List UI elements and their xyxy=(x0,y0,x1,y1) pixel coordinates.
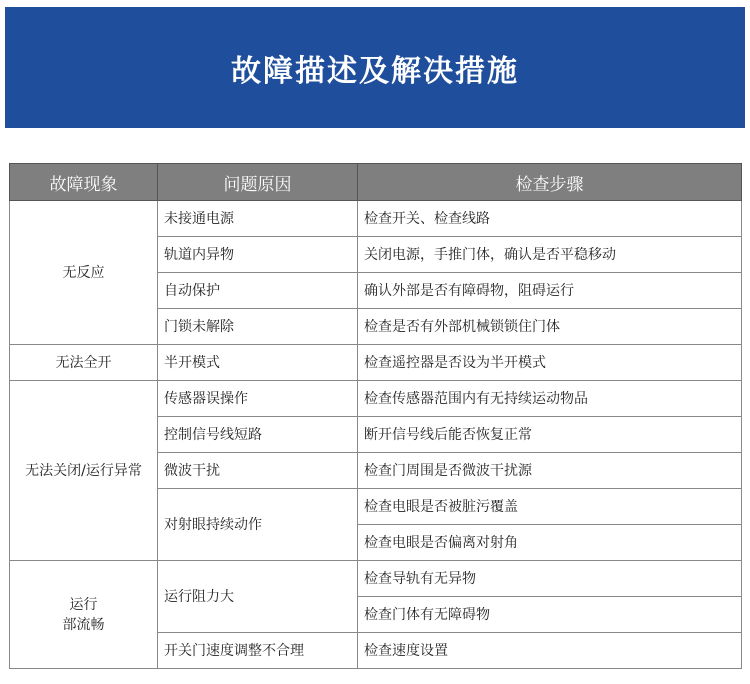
table-row xyxy=(10,201,742,237)
step-cell: 确认外部是否有障碍物，阻碍运行 xyxy=(358,273,742,309)
symptom-cell xyxy=(10,201,158,345)
cause-cell: 微波干扰 xyxy=(158,453,358,489)
page-title: 故障描述及解决措施 xyxy=(231,53,519,89)
cause-cell: 门锁未解除 xyxy=(158,309,358,345)
step-cell: 检查门体有无障碍物 xyxy=(358,597,742,633)
step-cell: 关闭电源，手推门体，确认是否平稳移动 xyxy=(358,237,742,273)
table-row xyxy=(10,381,742,417)
symptom-text: 部流畅 xyxy=(62,616,105,633)
symptom-text: 运行 xyxy=(69,596,98,613)
table-row xyxy=(10,345,742,381)
cause-cell: 运行阻力大 xyxy=(158,561,358,633)
step-cell: 断开信号线后能否恢复正常 xyxy=(358,417,742,453)
cause-cell: 控制信号线短路 xyxy=(158,417,358,453)
cause-cell: 传感器误操作 xyxy=(158,381,358,417)
step-cell: 检查开关、检查线路 xyxy=(358,201,742,237)
symptom-cell xyxy=(10,345,158,381)
symptom-cell xyxy=(10,381,158,561)
step-cell: 检查传感器范围内有无持续运动物品 xyxy=(358,381,742,417)
step-cell: 检查电眼是否被脏污覆盖 xyxy=(358,489,742,525)
symptom-text: 无法全开 xyxy=(55,354,112,371)
step-cell: 检查是否有外部机械锁锁住门体 xyxy=(358,309,742,345)
header-symptom: 故障现象 xyxy=(10,164,158,201)
step-cell: 检查速度设置 xyxy=(358,633,742,669)
cause-cell: 未接通电源 xyxy=(158,201,358,237)
cause-cell: 对射眼持续动作 xyxy=(158,489,358,561)
cause-cell: 轨道内异物 xyxy=(158,237,358,273)
step-cell: 检查遥控器是否设为半开模式 xyxy=(358,345,742,381)
symptom-text: 无反应 xyxy=(62,264,105,281)
cause-cell: 半开模式 xyxy=(158,345,358,381)
symptom-text: 无法关闭/运行异常 xyxy=(25,462,142,479)
step-cell: 检查导轨有无异物 xyxy=(358,561,742,597)
table-body xyxy=(10,201,742,669)
step-cell: 检查电眼是否偏离对射角 xyxy=(358,525,742,561)
cause-cell: 自动保护 xyxy=(158,273,358,309)
cause-cell: 开关门速度调整不合理 xyxy=(158,633,358,669)
step-cell: 检查门周围是否微波干扰源 xyxy=(358,453,742,489)
title-banner xyxy=(5,7,745,128)
header-cause: 问题原因 xyxy=(158,164,358,201)
header-steps: 检查步骤 xyxy=(358,164,742,201)
table-header-row xyxy=(10,164,742,201)
symptom-cell xyxy=(10,561,158,669)
fault-table xyxy=(9,163,742,669)
table-row xyxy=(10,561,742,597)
